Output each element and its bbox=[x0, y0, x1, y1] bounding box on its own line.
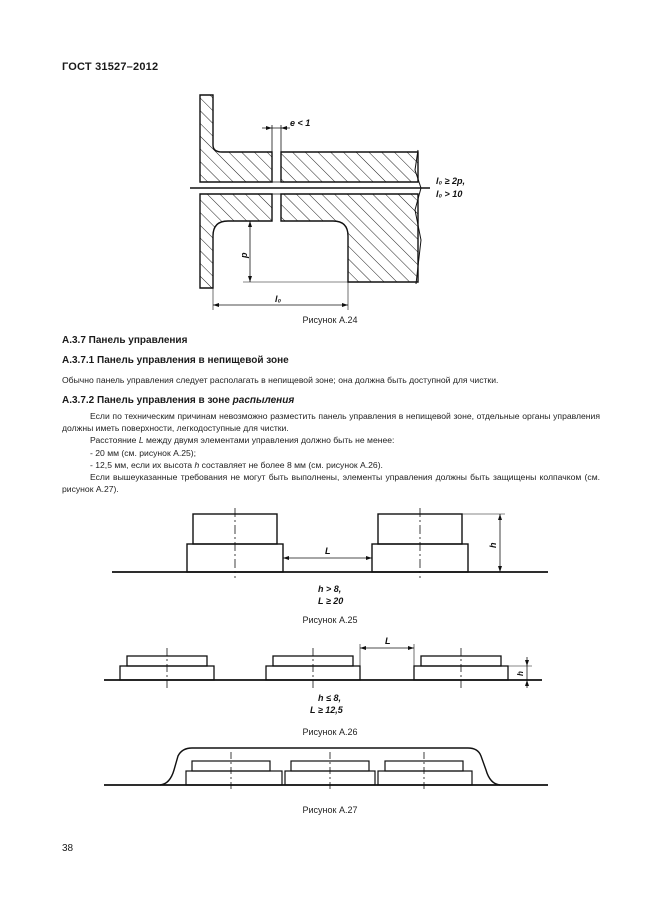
section-a37-title: А.3.7 Панель управления bbox=[62, 335, 188, 346]
figure-a27-caption: Рисунок А.27 bbox=[302, 805, 358, 815]
section-a371-title: А.3.7.1 Панель управления в непищевой зоне bbox=[62, 355, 289, 366]
figure-a24-caption: Рисунок А.24 bbox=[302, 315, 358, 325]
p2-text-b: между двумя элементами управления должно быть не менее: bbox=[143, 435, 395, 446]
fig-a24-left-part bbox=[200, 95, 272, 182]
page-number: 38 bbox=[62, 843, 74, 854]
section-a372-paragraph-2 bbox=[62, 434, 600, 446]
section-a372-title-plain: А.3.7.2 Панель управления в зоне bbox=[62, 395, 233, 406]
fig-a24-p-label: p bbox=[239, 252, 249, 258]
fig-a25-l-label: L bbox=[325, 546, 331, 556]
document-header: ГОСТ 31527–2012 bbox=[62, 61, 159, 73]
figure-a26 bbox=[104, 636, 542, 715]
p2-text-a: Расстояние bbox=[90, 435, 139, 446]
section-a372-title-italic: распыления bbox=[232, 395, 295, 406]
fig-a25-condition-1: h > 8, bbox=[318, 584, 342, 594]
fig-a24-condition-2: l₀ > 10 bbox=[436, 189, 463, 199]
section-a372-list-item-1: - 20 мм (см. рисунок А.25); bbox=[90, 447, 197, 458]
fig-a25-h-label: h bbox=[488, 542, 498, 548]
fig-a24-left-lower bbox=[200, 194, 272, 288]
fig-a24-right-lower bbox=[281, 194, 418, 282]
section-a371-paragraph: Обычно панель управления следует располагать в непищевой зоне; она должна быть доступной для чистки. bbox=[62, 375, 499, 385]
fig-a25-condition-2: L ≥ 20 bbox=[318, 596, 344, 606]
figure-a27 bbox=[104, 748, 548, 792]
section-a372-title bbox=[62, 395, 294, 406]
figure-a25 bbox=[112, 508, 548, 606]
fig-a26-h-label: h bbox=[516, 671, 525, 676]
fig-a26-condition-2: L ≥ 12,5 bbox=[310, 705, 343, 715]
fig-a26-condition-1: h ≤ 8, bbox=[318, 693, 341, 703]
p2-var-l: L bbox=[138, 435, 144, 446]
fig-a24-condition-1: l₀ ≥ 2p, bbox=[436, 176, 465, 186]
fig-a24-e-label: e < 1 bbox=[290, 118, 311, 128]
p4-text-a: - 12,5 мм, если их высота bbox=[90, 459, 195, 470]
section-a372-paragraph-5: Если вышеуказанные требования не могут быть выполнены, элементы управления должны быть защищены колпачком (см. рисунок А.27). bbox=[62, 472, 600, 495]
fig-a24-right-part bbox=[281, 152, 418, 182]
p4-text-b: составляет не более 8 мм (см. рисунок А.26). bbox=[199, 459, 383, 470]
section-a372-list-item-2 bbox=[62, 459, 600, 471]
p4-var-h: h bbox=[194, 459, 200, 470]
section-a372-paragraph-1: Если по техническим причинам невозможно разместить панель управления в непищевой зоне, отдельные органы управления должны иметь поверхности, легкодоступные для чистки. bbox=[62, 411, 600, 434]
section-a372-body bbox=[62, 410, 600, 495]
fig-a27-knob-3-base bbox=[378, 771, 472, 785]
figure-a24 bbox=[190, 95, 465, 310]
section-a371-text bbox=[62, 374, 600, 386]
figure-a25-caption: Рисунок А.25 bbox=[302, 615, 358, 625]
fig-a27-knob-1-base bbox=[186, 771, 282, 785]
figure-a26-caption: Рисунок А.26 bbox=[302, 727, 358, 737]
fig-a26-l-label: L bbox=[385, 636, 391, 646]
fig-a24-l0-label: l₀ bbox=[275, 294, 282, 304]
